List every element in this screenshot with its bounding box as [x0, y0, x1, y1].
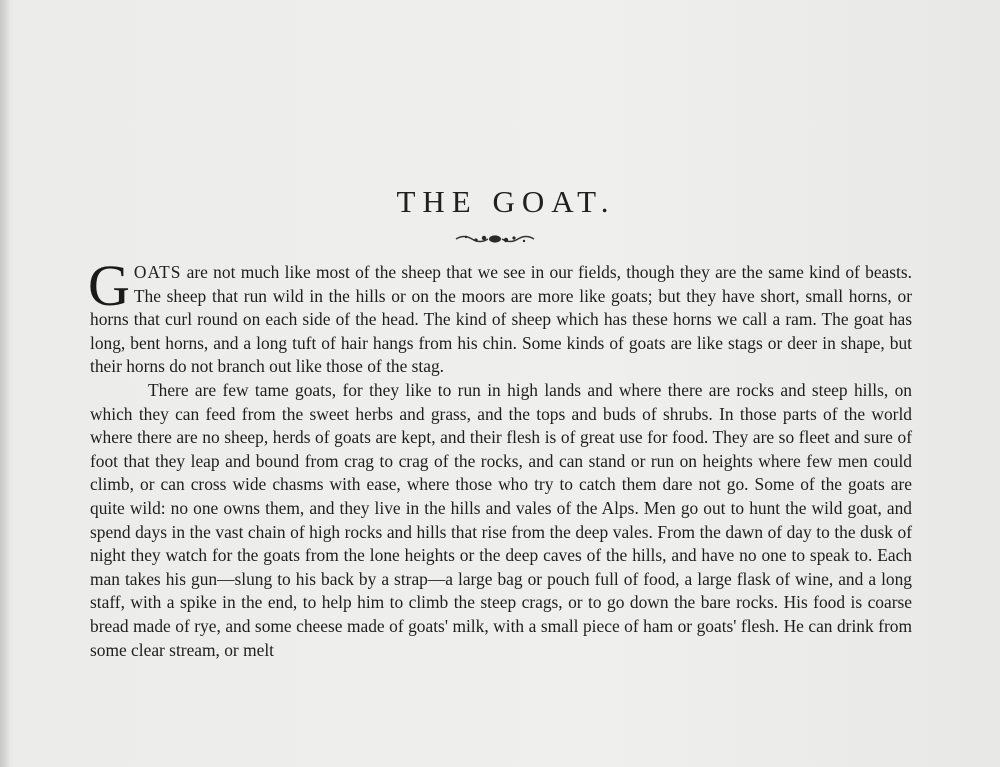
- drop-cap: G: [88, 253, 130, 318]
- scroll-ornament-icon: [454, 232, 536, 246]
- paragraph-2: There are few tame goats, for they like to run in high lands and where there are rocks and steep hills, on which they can feed from the sweet herbs and grass, and the tops and buds of shrubs. In those parts of the world where there are no sheep, herds of goats are kept, and their flesh is of great use for food. They are so fleet and sure of foot that they leap and bound from crag to crag of the rocks, and can stand or run on heights where few men could climb, or can cross wide chasms with ease, where those who try to catch them dare not go. Some of the goats are quite wild: no one owns them, and they live in the hills and vales of the Alps. Men go out to hunt the wild goat, and spend days in the vast chain of high rocks and hills that rise from the deep vales. From the dawn of day to the dusk of night they watch for the goats from the lone heights or the deep caves of the hills, and have no one to speak to. Each man takes his gun—slung to his back by a strap—a large bag or pouch full of food, a large flask of wine, and a long staff, with a spike in the end, to help him to climb the steep crags, or to go down the bare rocks. His food is coarse bread made of rye, and some cheese made of goats' milk, with a small piece of ham or goats' flesh. He can drink from some clear stream, or melt: [90, 379, 912, 660]
- article-body: [88, 253, 912, 662]
- paragraph-1-text: are not much like most of the sheep that we see in our fields, though they are the same kind of beasts. The sheep that run wild in the hills or on the moors are more like goats; but they have short, small horns, or horns that curl round on each side of the head. The kind of sheep which has these horns we call a ram. The goat has long, bent horns, and a long tuft of hair hangs from his chin. Some kinds of goats are like stags or deer in shape, but their horns do not branch out like those of the stag.: [90, 262, 912, 377]
- page-edge-shadow: [0, 0, 10, 767]
- page-title: THE GOAT.: [396, 184, 616, 219]
- paragraph-1: [88, 253, 912, 379]
- first-word-rest: OATS: [133, 262, 182, 282]
